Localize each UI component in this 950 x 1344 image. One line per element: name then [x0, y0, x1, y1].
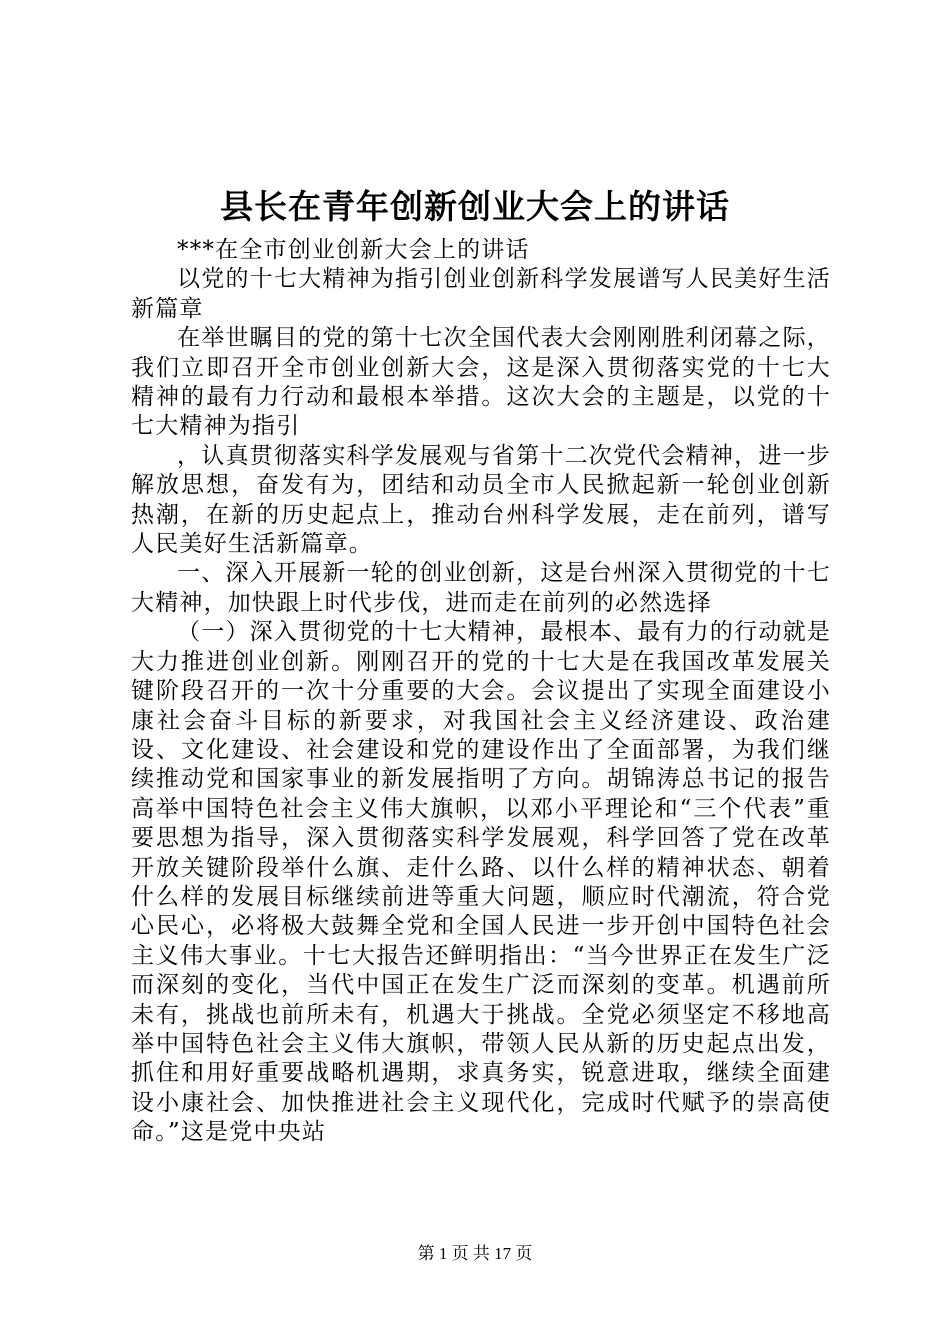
document-body [131, 236, 831, 1148]
paragraph-intro-continued: ，认真贯彻落实科学发展观与省第十二次党代会精神，进一步解放思想，奋发有为，团结和动员全市人民掀起新一轮创业创新热潮，在新的历史起点上，推动台州科学发展，走在前列，谱写人民美好生活新篇章。 [131, 442, 831, 558]
paragraph-theme: 以党的十七大精神为指引创业创新科学发展谱写人民美好生活新篇章 [131, 266, 831, 322]
speech-subtitle: ***在全市创业创新大会上的讲话 [177, 237, 530, 263]
paragraph-intro: 在举世瞩目的党的第十七次全国代表大会刚刚胜利闭幕之际，我们立即召开全市创业创新大会，这是深入贯彻落实党的十七大精神的最有力行动和最根本举措。这次大会的主题是，以党的十七大精神为指引 [131, 325, 831, 440]
page-number-footer: 第 1 页 共 17 页 [417, 1244, 533, 1263]
document-title: 县长在青年创新创业大会上的讲话 [220, 187, 730, 226]
section-heading-1: 一、深入开展新一轮的创业创新，这是台州深入贯彻党的十七大精神，加快跟上时代步伐，进而走在前列的必然选择 [131, 560, 831, 616]
paragraph-section-1-1: （一）深入贯彻党的十七大精神，最根本、最有力的行动就是大力推进创业创新。刚刚召开的党的十七大是在我国改革发展关键阶段召开的一次十分重要的大会。会议提出了实现全面建设小康社会奋斗目标的新要求，对我国社会主义经济建设、政治建设、文化建设、社会建设和党的建设作出了全面部署，为我们继续推动党和国家事业的新发展指明了方向。胡锦涛总书记的报告高举中国特色社会主义伟大旗帜，以邓小平理论和“三个代表”重要思想为指导，深入贯彻落实科学发展观，科学回答了党在改革开放关键阶段举什么旗、走什么路、以什么样的精神状态、朝着什么样的发展目标继续前进等重大问题，顺应时代潮流，符合党心民心，必将极大鼓舞全党和全国人民进一步开创中国特色社会主义伟大事业。十七大报告还鲜明指出：“当今世界正在发生广泛而深刻的变化，当代中国正在发生广泛而深刻的变革。机遇前所未有，挑战也前所未有，机遇大于挑战。全党必须坚定不移地高举中国特色社会主义伟大旗帜，带领人民从新的历史起点出发，抓住和用好重要战略机遇期，求真务实，锐意进取，继续全面建设小康社会、加快推进社会主义现代化，完成时代赋予的崇高使命。”这是党中央站 [131, 619, 831, 1146]
